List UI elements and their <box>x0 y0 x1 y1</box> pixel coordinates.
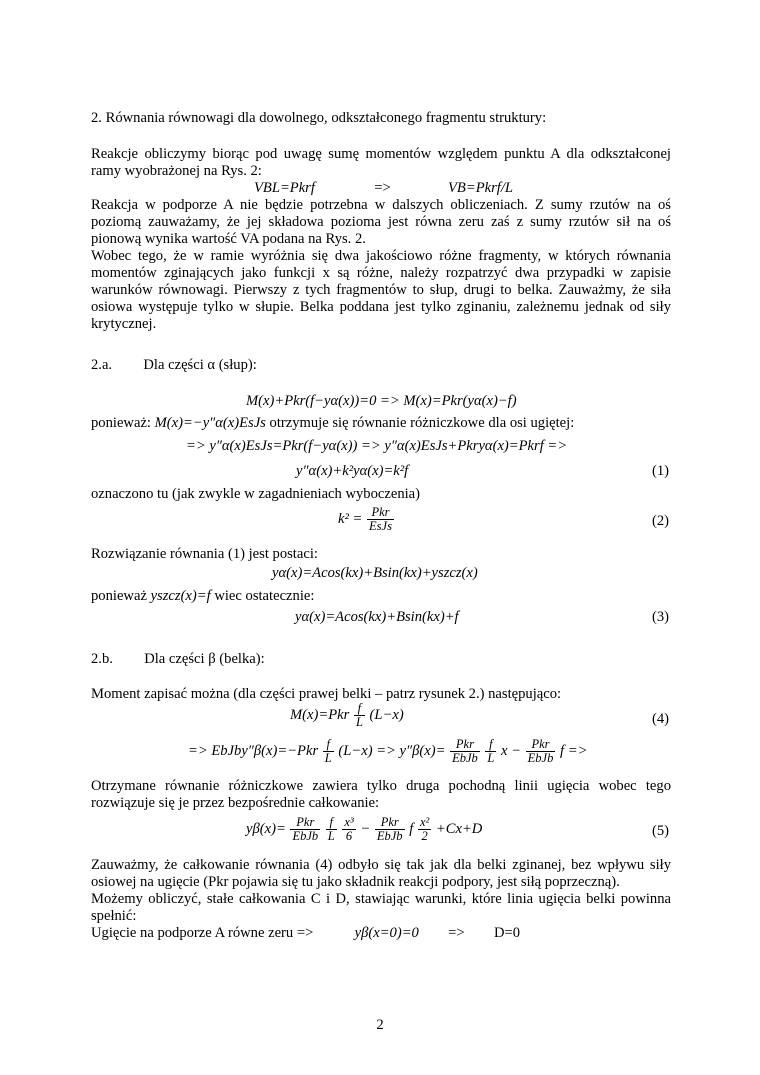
paragraph-since <box>91 588 671 605</box>
since-tail: wiec ostatecznie: <box>214 588 315 604</box>
paragraph-note: Zauważmy, że całkowanie równania (4) odbyło się tak jak dla belki zginanej, bez wpływu siły osiowej na ugięcie (Pkr pojawia się tu jako składnik reakcji podpory, jest siłą poprzeczną). <box>91 857 671 890</box>
paragraph-moment: Moment zapisać można (dla części prawej belki – patrz rysunek 2.) następująco: <box>91 686 562 702</box>
equation-differential-line: => y″α(x)EsJs=Pkr(f−yα(x)) => y″α(x)EsJs+Pkryα(x)=Pkrf => <box>186 438 568 454</box>
equation-3: yα(x)=Acos(kx)+Bsin(kx)+f <box>295 609 459 625</box>
equation-5: yβ(x)= $\frac{\text{Pkr}}{\text{EbJb}}$ $\frac{f}{L}$ $\frac{\text{x³}}{6}$ − $\frac{\text{Pkr}}{\text{EbJb}}$ f $\frac{\text{x²}}{2}$ +Cx+D <box>246 815 483 843</box>
boundary-condition-result: D=0 <box>493 925 521 941</box>
boundary-condition-line <box>91 925 671 942</box>
equation-1: y″α(x)+k²yα(x)=k²f <box>296 463 409 479</box>
section-heading: 2. Równania równowagi dla dowolnego, odkształconego fragmentu struktury: <box>91 110 547 126</box>
subsection-title-alpha: Dla części α (słup): <box>143 357 257 373</box>
since-equation: yszcz(x)=f <box>150 588 211 604</box>
equation-reaction-left: VBL=Pkrf <box>254 180 315 196</box>
paragraph-reactions: Reakcje obliczymy biorąc pod uwagę sumę momentów względem punktu A dla odkształconej ramy wyobrażonej na Rys. 2: <box>91 146 671 179</box>
paragraph-because <box>91 415 671 432</box>
equation-reaction <box>254 180 513 197</box>
paragraph-solution: Rozwiązanie równania (1) jest postaci: <box>91 546 318 562</box>
equation-2 <box>338 506 395 533</box>
subsection-heading-alpha <box>91 357 671 374</box>
subsection-label-alpha: 2.a. <box>91 357 113 373</box>
paragraph-support-reaction: Reakcja w podporze A nie będzie potrzebna w dalszych obliczeniach. Z sumy rzutów na oś poziomą zauważamy, że jej składowa pozioma jest równa zeru zaś z sumy rzutów sił na oś pionową wynika wartość VA podana na Rys. 2. <box>91 197 671 247</box>
equation-beam-second-derivative: => EbJby″β(x)=−Pkr $\frac{f}{L}$ (L−x) => y″β(x)= $\frac{\text{Pkr}}{\text{EbJb}}$ $\frac{f}{L}$ x − $\frac{\text{Pkr}}{\text{EbJb}}$ f => <box>188 737 588 765</box>
equation-reaction-right: VB=Pkrf/L <box>448 180 513 196</box>
equation-general-solution: yα(x)=Acos(kx)+Bsin(kx)+yszcz(x) <box>272 565 478 581</box>
paragraph-integration: Otrzymane równanie różniczkowe zawiera tylko druga pochodną linii ugięcia wobec tego rozwiązuje się je przez bezpośrednie całkowanie: <box>91 778 671 811</box>
equation-1-number: (1) <box>651 463 669 479</box>
equation-5-number: (5) <box>651 823 669 839</box>
subsection-label-beta: 2.b. <box>91 651 113 667</box>
paragraph-two-fragments: Wobec tego, że w ramie wyróżnia się dwa jakościowo różne fragmenty, w których równania momentów zginających jako funkcji x są różne, należy rozpatrzyć dwa przypadki w zapisie warunków równowagi. Pierwszy z tych fragmentów to słup, drugi to belka. Zauważmy, że siła osiowa występuje tylko w słupie. Belka poddana jest tylko zginaniu, zależnemu jednak od siły krytycznej. <box>91 248 671 332</box>
paragraph-denote: oznaczono tu (jak zwykle w zagadnieniach wyboczenia) <box>91 486 421 502</box>
paragraph-constants: Możemy obliczyć, stałe całkowania C i D, stawiając warunki, które linia ugięcia belki powinna spełnić: <box>91 891 671 924</box>
equation-reaction-arrow: => <box>374 180 391 196</box>
equation-4: M(x)=Pkr $\frac{f}{L}$ (L−x) <box>290 701 404 729</box>
subsection-heading-beta <box>91 651 671 668</box>
since-text: ponieważ <box>91 588 147 604</box>
page-number: 2 <box>376 1017 384 1033</box>
equation-4-number: (4) <box>651 711 669 727</box>
because-text: ponieważ: <box>91 415 151 431</box>
subsection-title-beta: Dla części β (belka): <box>144 651 265 667</box>
because-tail: otrzymuje się równanie różniczkowe dla osi ugiętej: <box>269 415 575 431</box>
equation-4-fraction: $\frac{f}{L}$ <box>355 701 363 729</box>
boundary-condition-arrow: => <box>448 925 465 941</box>
equation-2-fraction: $\frac{\text{Pkr}}{\text{EsJs}}$ <box>369 505 392 533</box>
because-equation: M(x)=−y″α(x)EsJs <box>154 415 266 431</box>
equation-2-lhs: k² = <box>338 510 363 527</box>
equation-moment-column: M(x)+Pkr(f−yα(x))=0 => M(x)=Pkr(yα(x)−f) <box>246 393 517 409</box>
equation-3-number: (3) <box>651 609 669 625</box>
boundary-condition-equation: yβ(x=0)=0 <box>354 925 419 941</box>
boundary-condition-text: Ugięcie na podporze A równe zeru => <box>91 925 314 941</box>
equation-2-number: (2) <box>651 513 669 529</box>
